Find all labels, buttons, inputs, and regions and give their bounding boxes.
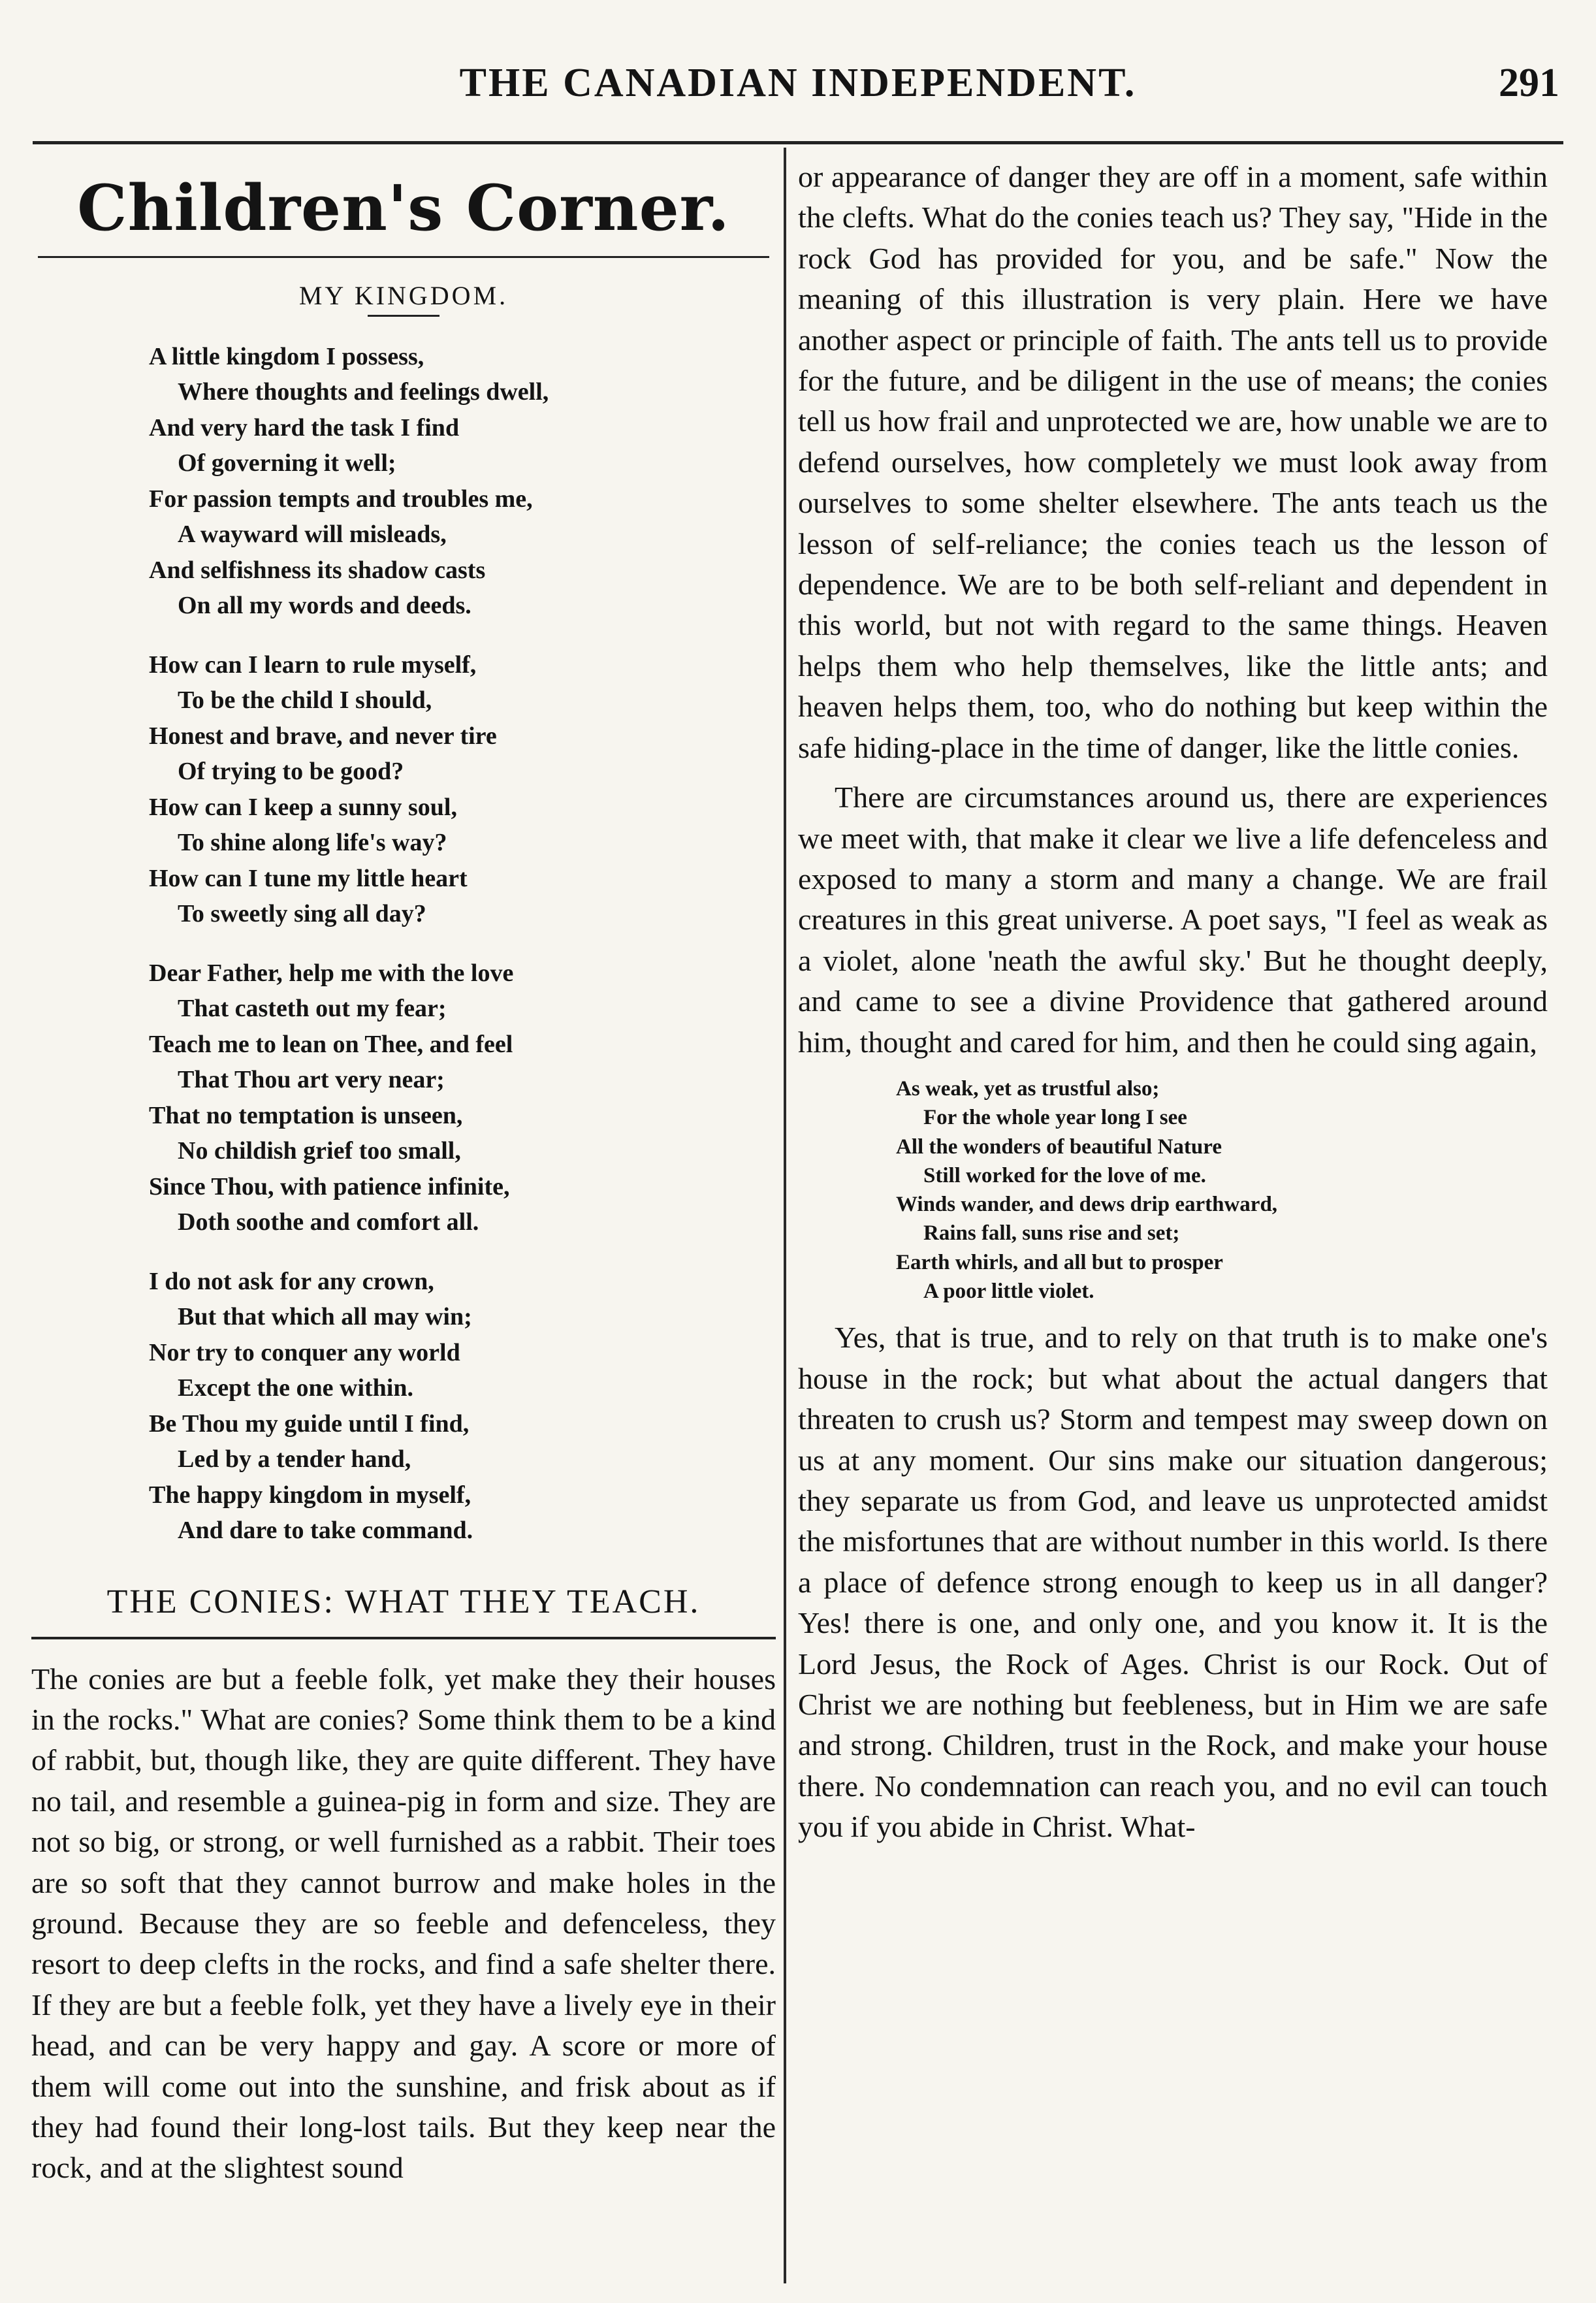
quote-line: Winds wander, and dews drip earthward, [896,1193,1278,1217]
poem-line: Honest and brave, and never tire [149,722,497,750]
article-title: THE CONIES: WHAT THEY TEACH. [106,1583,701,1620]
poem-line: And dare to take command. [178,1517,473,1545]
poem-line: Where thoughts and feelings dwell, [178,378,549,406]
poem-line: I do not ask for any crown, [149,1267,434,1295]
poem-stanza [149,1264,776,1549]
poem-line: But that which all may win; [178,1303,472,1331]
poem-line: The happy kingdom in myself, [149,1481,471,1509]
poem-line: No childish grief too small, [178,1137,461,1165]
poem [149,339,776,1549]
quote-line: Rains fall, suns rise and set; [923,1221,1180,1246]
quote-line: For the whole year long I see [923,1106,1187,1130]
poem-line: Be Thou my guide until I find, [149,1409,470,1438]
poem-title: MY KINGDOM. [298,280,509,310]
poem-line: That Thou art very near; [178,1066,445,1094]
article-paragraph: or appearance of danger they are off in a moment, safe within the clefts. What do the conies teach us? They say, "Hide in the rock God has provided for you, and be safe." Now the meaning of this illustration is very plain. Here we have another aspect or principle of faith. The ants tell us to provide for the future, and be diligent in the use of means; the conies tell us how frail and unprotected we are, how unable we are to defend ourselves, how completely we must look away from ourselves to some shelter elsewhere. The ants teach us the lesson of self-reliance; the conies teach us the lesson of dependence. We are to be both self-reliant and dependent in this world, but not with regard to the same things. Heaven helps them who help themselves, like the little ants; and heaven helps them, too, who do nothing but keep within the safe hiding-place in the time of danger, like the little conies. [798,160,1548,764]
poem-line: That casteth out my fear; [178,995,447,1023]
poem-line: How can I keep a sunny soul, [149,793,457,821]
poem-line: And selfishness its shadow casts [149,556,486,584]
poem-line: A little kingdom I possess, [149,342,424,370]
poem-line: Except the one within. [178,1374,413,1402]
poem-line: On all my words and deeds. [178,592,471,620]
poem-line: Teach me to lean on Thee, and feel [149,1030,513,1058]
right-column [798,157,1548,1848]
poem-line: How can I learn to rule myself, [149,651,477,679]
running-head [33,60,1563,119]
article-paragraph: There are circumstances around us, there are experiences we meet with, that make it clear we live a life defenceless and exposed to many a storm and many a change. We are frail creatures in this great universe. A poet says, "I feel as weak as a violet, alone 'neath the awful sky.' But he thought deeply, and came to see a divine Providence that gathered around him, thought and cared for him, and then he could sing again, [798,781,1548,1059]
poem-line: Doth soothe and comfort all. [178,1208,479,1236]
poem-line: That no temptation is unseen, [149,1101,463,1129]
poem-line: Since Thou, with patience infinite, [149,1172,510,1200]
poem-stanza [149,339,776,624]
poem-line: Led by a tender hand, [178,1445,411,1474]
poem-line: And very hard the task I find [149,413,460,442]
poem-line: Dear Father, help me with the love [149,959,514,987]
poem-line: To sweetly sing all day? [178,900,426,928]
article-rule [31,1637,776,1639]
quote-line: Earth whirls, and all but to prosper [896,1250,1223,1274]
poem-line: How can I tune my little heart [149,864,468,892]
poem-stanza [149,956,776,1240]
left-column [31,157,776,2189]
poem-line: A wayward will misleads, [178,521,447,549]
quote-line: As weak, yet as trustful also; [896,1076,1160,1101]
quote-line: A poor little violet. [923,1280,1094,1304]
poem-line: To be the child I should, [178,686,432,715]
poem-line: Nor try to conquer any world [149,1338,460,1366]
page-number: 291 [1499,61,1559,105]
article-paragraph: The conies are but a feeble folk, yet make they their houses in the rocks." What are conies? Some think them to be a kind of rabbit, but, though like, they are quite different. They have no tail, and resemble a guinea-pig in form and size. They are not so big, or strong, or well furnished as a rabbit. Their toes are so soft that they cannot burrow and make holes in the ground. Because they are so feeble and defenceless, they resort to deep clefts in the rocks, and find a safe shelter there. If they are but a feeble folk, yet they have a lively eye in their head, and can be very happy and gay. A score or more of them will come out into the sunshine, and frisk about as if they had found their long-lost tails. But they keep near the rock, and at the slightest sound [31,1662,776,2185]
header-rule [33,141,1563,144]
article-paragraph: Yes, that is true, and to rely on that truth is to make one's house in the rock; but what about the actual dangers that threaten to crush us? Storm and tempest may sweep down on us at any moment. Our sins make our situation dangerous; they separate us from God, and leave us unprotected amidst the misfortunes that are without number in this world. Is there a place of defence strong enough to keep us in all danger? Yes! there is one, and only one, and you know it. It is the Lord Jesus, the Rock of Ages. Christ is our Rock. Out of Christ we are nothing but feebleness, but in Him we are safe and strong. Children, trust in the Rock, and make your house there. No condemnation can reach you, and no evil can touch you if you abide in Christ. What- [798,1321,1548,1844]
quote-line: Still worked for the love of me. [923,1163,1206,1187]
poem-line: For passion tempts and troubles me, [149,485,533,513]
column-divider [784,148,786,2283]
poem-line: Of governing it well; [178,449,396,477]
poem-title-rule [368,315,439,317]
section-title: Children's Corner. [77,171,730,245]
journal-title: THE CANADIAN INDEPENDENT. [459,61,1137,105]
poem-line: Of trying to be good? [178,758,404,786]
poem-stanza [149,647,776,932]
poem-line: To shine along life's way? [178,829,447,857]
quote-line: All the wonders of beautiful Nature [896,1135,1222,1159]
section-rule [38,256,769,258]
violet-quote [896,1074,1548,1306]
